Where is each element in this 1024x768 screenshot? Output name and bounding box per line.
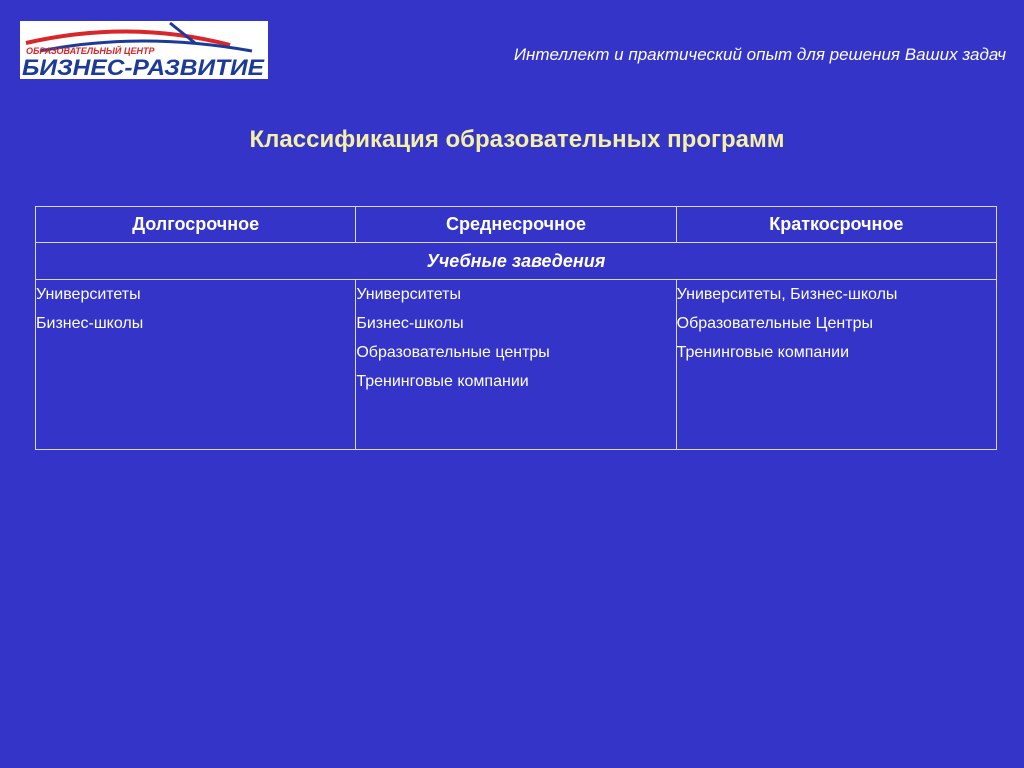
mid-term-cell (356, 280, 676, 450)
table-span-row (36, 243, 997, 280)
list-item: Университеты (36, 286, 141, 303)
company-logo (20, 21, 268, 79)
logo-small-text: ОБРАЗОВАТЕЛЬНЫЙ ЦЕНТР (26, 46, 155, 56)
short-term-cell (676, 280, 996, 450)
header-short-term: Краткосрочное (676, 207, 996, 243)
logo-big-text: БИЗНЕС-РАЗВИТИЕ (22, 55, 266, 79)
header-long-term: Долгосрочное (36, 207, 356, 243)
classification-table (35, 206, 997, 450)
list-item: Бизнес-школы (36, 315, 144, 332)
list-item: Тренинговые компании (356, 373, 529, 390)
table-row (36, 280, 997, 450)
list-item: Образовательные центры (356, 344, 550, 361)
slide-title: Классификация образовательных программ (249, 126, 785, 153)
long-term-cell (36, 280, 356, 450)
list-item: Образовательные Центры (676, 315, 873, 332)
list-item: Университеты (356, 286, 461, 303)
institutions-label: Учебные заведения (36, 243, 997, 280)
list-item: Тренинговые компании (676, 344, 850, 361)
header-mid-term: Среднесрочное (356, 207, 676, 243)
table-header-row (36, 207, 997, 243)
list-item: Бизнес-школы (356, 315, 464, 332)
list-item: Университеты, Бизнес-школы (676, 286, 898, 303)
slide-tagline: Интеллект и практический опыт для решения Ваших задач (513, 45, 1006, 64)
